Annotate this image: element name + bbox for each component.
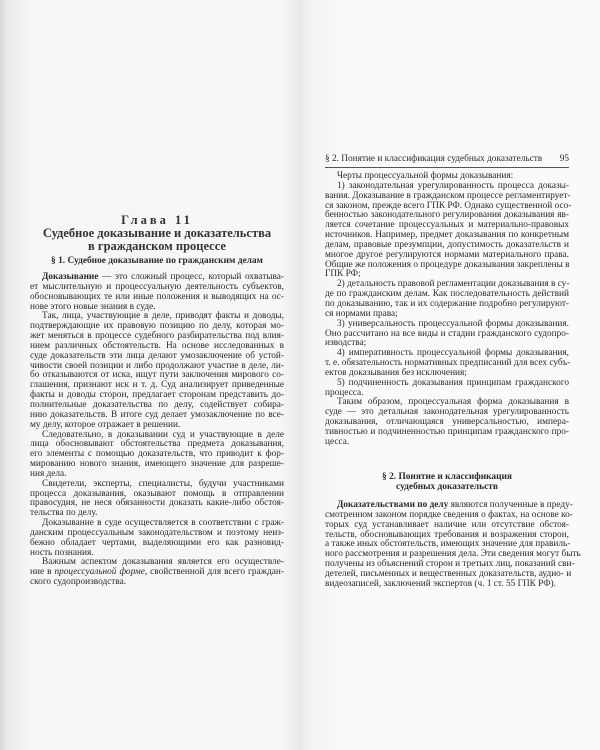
text-line: жет меняться в процессе судебного разбирательства под влия- (30, 331, 284, 342)
text-line: глашения, признают иск и т. д. Суд анализирует приведенные (30, 380, 284, 391)
text-line: Таким образом, процессуальная форма доказывания в (337, 397, 569, 408)
text-line: бенностью законодательного регулирования доказывания яв- (325, 210, 569, 221)
chapter-number: Глава 11 (121, 213, 193, 227)
text-line: тельства по делу. (30, 508, 98, 519)
text-line: многое другое регулируются нормами материального права. (325, 249, 569, 260)
text-line: 1) законодательная урегулированность процесса доказы- (337, 180, 569, 191)
text-line: тельств, обосновывающих требования и возражения сторон, (325, 529, 569, 540)
right-body-text (325, 171, 572, 448)
paragraph (325, 180, 572, 280)
left-body-text (30, 273, 284, 588)
text-line: 2) детальность правовой регламентации доказывания в су- (337, 279, 570, 290)
text-line: Общие же положения о процедуре доказывания закреплены в (325, 259, 570, 270)
text-line: смотренном законом порядке сведения о фактах, на основе ко- (325, 509, 573, 520)
text-line: процесса. (325, 387, 364, 398)
paragraph (325, 379, 569, 399)
chapter-title-line: Судебное доказывание и доказательства (42, 226, 272, 240)
text-line: бо отказываются от иска, ищут пути заключения мирового со- (30, 370, 284, 381)
text-line: тивностью и подчиненностью принципам гражданского про- (325, 426, 569, 437)
text-line: источников. Например, предмет доказывания по конкретным (325, 230, 569, 241)
running-head (325, 154, 569, 168)
text-line: обосновывающих те или иные положения и выводящих на ос- (30, 291, 284, 302)
text-line: чивости своей позиции и либо продолжают участие в деле, ли- (30, 360, 284, 371)
text-line: доказывания, отличающаяся универсальностью, импера- (325, 417, 569, 428)
section-heading: § 1. Судебное доказывание по гражданским делам (51, 256, 263, 266)
page-number: 95 (559, 154, 569, 164)
text-line: факты и доводы сторон, предлагает сторонам представить до- (30, 390, 284, 401)
text-line: ния дела. (30, 468, 67, 479)
text-line: т. е. обязательность нормативных предписаний для всех субъ- (325, 358, 571, 369)
text-line: бежно обладает чертами, выделяющими его как разновид- (30, 537, 284, 548)
text-line: ектов доказывания без исключения; (325, 367, 467, 378)
paragraph (30, 480, 284, 519)
text-line: ляется сочетание процессуальных и материально-правовых (325, 220, 569, 231)
paragraph (30, 273, 284, 312)
paragraph (30, 312, 284, 430)
text-line: делам, правовые презумпции, допустимость доказательств и (325, 239, 569, 250)
text-line: 4) императивность процессуальной формы доказывания, (337, 348, 569, 359)
text-line: де по гражданским делам. Как последовательность действий (325, 289, 569, 300)
section-heading: судебных доказательств (396, 482, 498, 492)
text-line: нию доказательств. В итоге суд делает умозаключение по все- (30, 409, 284, 420)
text-line: нове этого новые знания в суде. (30, 301, 156, 312)
text-line: правосудия, не неся обязанности доказать какие-либо обстоя- (30, 498, 284, 509)
text-line: Так, лица, участвующие в деле, приводят факты и доводы, (42, 311, 284, 322)
right-body-text-2 (325, 500, 581, 590)
text-line: Черты процессуальной формы доказывания: (337, 171, 514, 181)
bold-term: Доказывание (42, 272, 99, 282)
paragraph (30, 558, 284, 588)
text-segment: — это сложный процесс, который охватыва- (98, 272, 284, 282)
text-line: процесса доказывания, оказывают помощь в отправлении (30, 488, 284, 499)
paragraph (325, 320, 569, 350)
text-line: Свидетели, эксперты, специалисты, будучи участниками (42, 478, 284, 489)
text-line: 5) подчиненность доказывания принципам гражданского (337, 377, 569, 388)
text-line: Следовательно, в доказывании суд и участвующие в деле (42, 429, 284, 440)
text-line: лица обосновывают обстоятельства предмета доказывания, (30, 439, 284, 450)
text-line: Важным аспектом доказывания является его осуществле- (42, 557, 284, 568)
paragraph (30, 431, 284, 480)
paragraph (325, 500, 581, 590)
text-segment: , свойственной для всего граждан- (144, 567, 284, 578)
text-line: суде — это детальная законодательная урегулированность (325, 407, 569, 418)
text-line: суде доказательств эти лица делают умозаключение об устой- (30, 350, 284, 361)
running-head-title: § 2. Понятие и классификация судебных доказательств (325, 154, 543, 164)
text-line: торых суд устанавливает наличие или отсутствие обстоя- (325, 519, 569, 530)
text-line: видеозаписей, заключений экспертов (ч. 1 ст. 55 ГПК РФ). (325, 578, 556, 589)
text-line: Доказывание в суде осуществляется в соответствии с граж- (42, 518, 284, 529)
text-line: му делу, которое отражает в решении. (30, 419, 181, 430)
text-line: ся нормами права; (325, 308, 398, 319)
text-line: детелей, письменных и вещественных доказательств, аудио- и (325, 568, 572, 579)
section-heading: § 2. Понятие и классификация (382, 472, 512, 482)
text-line: полнительные доказательства по делу, содействует собира- (30, 399, 284, 410)
paragraph (30, 519, 284, 558)
text-line: а также иных обстоятельств, имеющих значение для правиль- (325, 539, 571, 550)
text-line: ГПК РФ; (325, 269, 361, 280)
text-line: ся законом, прежде всего ГПК РФ. Однако существенной осо- (325, 200, 572, 211)
text-segment: являются полученные в преду- (448, 500, 573, 510)
text-line: изводства; (325, 338, 367, 349)
italic-term: процессуальной форме (54, 567, 145, 578)
text-line: Оно рассчитано на все виды и стадии гражданского судопро- (325, 328, 569, 339)
text-line: цесса. (325, 436, 350, 447)
text-line: ность познания. (30, 547, 94, 558)
text-line: ет мыслительную и процессуальную деятельность субъектов, (30, 281, 284, 292)
text-line: вания. Доказывание в гражданском процессе регламентирует- (325, 190, 571, 201)
bold-term: Доказательствами по делу (337, 500, 449, 510)
text-line: ного рассмотрения и разрешения дела. Эти сведения могут быть (325, 549, 581, 560)
text-line: подтверждающие их правовую позицию по делу, которая мо- (30, 321, 284, 332)
text-line: по доказыванию, так и их содержание подробно регулируют- (325, 298, 569, 309)
paragraph (325, 280, 569, 319)
text-line: 3) универсальность процессуальной формы доказывания. (337, 318, 569, 329)
chapter-title-line: в гражданском процессе (88, 239, 226, 253)
text-line: его элементы с помощью доказательств, что приводит к фор- (30, 449, 284, 460)
paragraph (325, 349, 569, 379)
text-line: ского судопроизводства. (30, 577, 127, 588)
text-line: нием различных обстоятельств. На основе исследованных в (30, 340, 284, 351)
text-line: получены из объяснений сторон и третьих лиц, показаний сви- (325, 559, 575, 570)
text-line: мированию нового знания, имеющего значение для разреше- (30, 459, 284, 470)
text-line: данским процессуальным законодательством и поэтому неиз- (30, 527, 284, 538)
paragraph (325, 398, 569, 447)
text-segment: ние в (30, 567, 55, 578)
